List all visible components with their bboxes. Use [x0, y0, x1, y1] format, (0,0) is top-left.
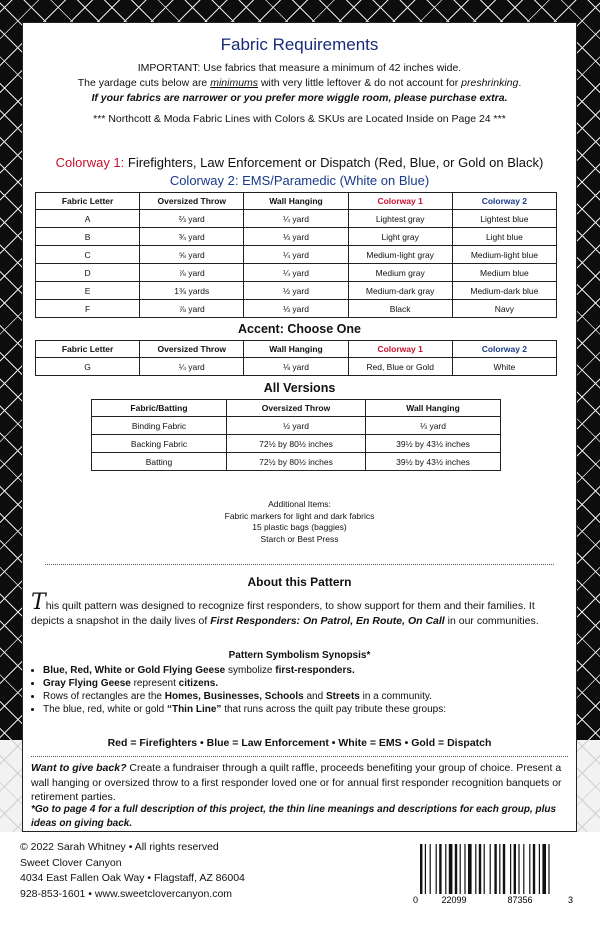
table-cell: White — [452, 358, 556, 376]
table-row — [92, 435, 501, 453]
minimums-line: The yardage cuts below are minimums with very little leftover & do not account for preshrinking. — [77, 77, 522, 89]
table-cell: Medium blue — [452, 264, 556, 282]
give-back-paragraph: Want to give back? Create a fundraiser through a quilt raffle, proceeds benefiting your group of choice. Present a wall hanging or oversized throw to a first responder loved one or for annual first responder recognition banquets or retirement parties. — [31, 762, 562, 803]
col-header: Colorway 2 — [452, 341, 556, 358]
all-versions-title: All Versions — [263, 381, 336, 395]
table-cell: Light gray — [348, 228, 452, 246]
barcode-bar — [499, 844, 500, 894]
accent-title: Accent: Choose One — [238, 322, 361, 336]
table-row — [36, 210, 557, 228]
table-cell: ⅞ yard — [140, 300, 244, 318]
section-divider — [45, 564, 554, 565]
col-header: Oversized Throw — [140, 341, 244, 358]
about-title: About this Pattern — [247, 575, 352, 589]
table-cell: ⅓ yard — [244, 228, 348, 246]
table-row — [36, 300, 557, 318]
table-cell: ¼ yard — [244, 264, 348, 282]
table-row — [36, 264, 557, 282]
table-cell: E — [36, 282, 140, 300]
list-item: • The blue, red, white or gold “Thin Line” that runs across the quilt pay tribute these groups: — [43, 703, 568, 716]
barcode-bar — [503, 844, 505, 894]
table-cell: Medium-dark gray — [348, 282, 452, 300]
barcode-bar — [533, 844, 535, 894]
col-header: Colorway 1 — [348, 341, 452, 358]
table-cell: ¼ yard — [244, 246, 348, 264]
barcode-bar — [510, 844, 511, 894]
barcode-bar — [539, 844, 540, 894]
company-name: Sweet Clover Canyon — [20, 856, 122, 869]
dropcap-letter: T — [31, 590, 46, 615]
col-header: Fabric Letter — [36, 193, 140, 210]
barcode-bar — [529, 844, 530, 894]
table-row — [36, 228, 557, 246]
table-cell: ⅝ yard — [140, 246, 244, 264]
table-cell: A — [36, 210, 140, 228]
symbolism-list — [31, 664, 568, 716]
footer-info — [20, 840, 245, 902]
section-divider — [31, 756, 568, 757]
barcode-bar — [449, 844, 453, 894]
table-cell: B — [36, 228, 140, 246]
table-cell: ⅞ yard — [140, 264, 244, 282]
barcode-bar — [468, 844, 472, 894]
table-cell: Medium-light blue — [452, 246, 556, 264]
table-cell: Backing Fabric — [92, 435, 227, 453]
col-header: Wall Hanging — [244, 193, 348, 210]
list-item: • Blue, Red, White or Gold Flying Geese symbolize first-responders. — [43, 664, 568, 677]
col-header: Fabric/Batting — [92, 400, 227, 417]
barcode-bar — [490, 844, 491, 894]
copyright-line: © 2022 Sarah Whitney • All rights reserved — [20, 841, 219, 853]
table-cell: 72½ by 80½ inches — [226, 435, 365, 453]
table-cell: ⅔ yard — [140, 210, 244, 228]
table-cell: G — [36, 358, 140, 376]
barcode-bar — [464, 844, 465, 894]
table-cell: 1⅜ yards — [140, 282, 244, 300]
important-notes — [23, 61, 576, 127]
additional-items: Additional Items: Fabric markers for light and dark fabrics 15 plastic bags (baggies) Starch or Best Press — [224, 499, 375, 544]
barcode-bar — [475, 844, 476, 894]
page-4-note: *Go to page 4 for a full description of this project, the thin line meanings and descriptions for each group, plus ideas on giving back. — [31, 804, 557, 829]
barcode-bar — [425, 844, 426, 894]
col-header: Colorway 1 — [348, 193, 452, 210]
barcode-digit: 87356 — [507, 895, 533, 905]
table-cell: Light blue — [452, 228, 556, 246]
barcode-bar — [439, 844, 441, 894]
barcode-bar — [514, 844, 516, 894]
barcode-digit: 0 — [413, 895, 419, 905]
page-title: Fabric Requirements — [220, 35, 379, 54]
table-cell: 39½ by 43½ inches — [366, 453, 501, 471]
table-cell: ¼ yard — [140, 358, 244, 376]
about-paragraph: This quilt pattern was designed to recognize first responders, to show support for them and their families. It depicts a snapshot in the daily lives of First Responders: On Patrol, En Route, On Call in our communities. — [31, 590, 539, 627]
fabric-lines-note: *** Northcott & Moda Fabric Lines with Colors & SKUs are Located Inside on Page 24 *** — [93, 113, 506, 125]
synopsis-title: Pattern Symbolism Synopsis* — [228, 650, 371, 661]
col-header: Fabric Letter — [36, 341, 140, 358]
table-cell: ⅓ yard — [366, 417, 501, 435]
barcode-bar — [420, 844, 422, 894]
col-header: Wall Hanging — [244, 341, 348, 358]
barcode-bars — [420, 844, 550, 894]
barcode-bar — [455, 844, 457, 894]
table-cell: Medium-light gray — [348, 246, 452, 264]
barcode-bar — [542, 844, 546, 894]
address-line: 4034 East Fallen Oak Way • Flagstaff, AZ 86004 — [20, 872, 245, 884]
barcode-bar — [430, 844, 431, 894]
table-cell: Red, Blue or Gold — [348, 358, 452, 376]
barcode-bar — [460, 844, 461, 894]
table-cell: Lightest gray — [348, 210, 452, 228]
table-cell: ½ yard — [244, 282, 348, 300]
upc-barcode — [408, 842, 578, 905]
thin-line-legend: Red = Firefighters • Blue = Law Enforcement • White = EMS • Gold = Dispatch — [107, 737, 492, 749]
colorway-1-heading: Colorway 1: Firefighters, Law Enforcement or Dispatch (Red, Blue, or Gold on Black) — [55, 155, 544, 170]
table-cell: ¼ yard — [244, 210, 348, 228]
table-cell: ⅛ yard — [244, 358, 348, 376]
table-row — [36, 282, 557, 300]
barcode-bar — [445, 844, 446, 894]
col-header: Oversized Throw — [140, 193, 244, 210]
table-cell: ½ yard — [226, 417, 365, 435]
barcode-bar — [548, 844, 549, 894]
col-header: Colorway 2 — [452, 193, 556, 210]
table-row — [36, 246, 557, 264]
table-cell: Binding Fabric — [92, 417, 227, 435]
barcode-digit: 22099 — [441, 895, 467, 905]
table-cell: Batting — [92, 453, 227, 471]
narrow-fabric-note: If your fabrics are narrower or you prefer more wiggle room, please purchase extra. — [91, 92, 508, 104]
table-cell: ¾ yard — [140, 228, 244, 246]
table-cell: Medium-dark blue — [452, 282, 556, 300]
table-cell: Medium gray — [348, 264, 452, 282]
barcode-bar — [518, 844, 519, 894]
fabric-requirements-panel — [22, 22, 577, 832]
table-cell: C — [36, 246, 140, 264]
barcode-bar — [523, 844, 524, 894]
table-cell: D — [36, 264, 140, 282]
barcode-bar — [479, 844, 481, 894]
table-cell: F — [36, 300, 140, 318]
table-cell: Lightest blue — [452, 210, 556, 228]
list-item: • Gray Flying Geese represent citizens. — [43, 677, 568, 690]
table-row — [92, 453, 501, 471]
table-cell: ⅓ yard — [244, 300, 348, 318]
table-cell: Navy — [452, 300, 556, 318]
table-cell: 39½ by 43½ inches — [366, 435, 501, 453]
main-fabric-table — [35, 192, 557, 318]
barcode-digit: 3 — [568, 895, 574, 905]
important-line: IMPORTANT: Use fabrics that measure a minimum of 42 inches wide. — [137, 62, 462, 74]
contact-line: 928-853-1601 • www.sweetclovercanyon.com — [20, 887, 233, 900]
accent-table — [35, 340, 557, 376]
barcode-bar — [494, 844, 496, 894]
col-header: Wall Hanging — [366, 400, 501, 417]
table-cell: 72½ by 80½ inches — [226, 453, 365, 471]
all-versions-table — [91, 399, 501, 471]
table-row — [92, 417, 501, 435]
col-header: Oversized Throw — [226, 400, 365, 417]
list-item: • Rows of rectangles are the Homes, Businesses, Schools and Streets in a community. — [43, 690, 568, 703]
table-row — [36, 358, 557, 376]
table-cell: Black — [348, 300, 452, 318]
barcode-bar — [484, 844, 485, 894]
colorway-2-heading: Colorway 2: EMS/Paramedic (White on Blue) — [169, 173, 430, 188]
barcode-bar — [436, 844, 437, 894]
